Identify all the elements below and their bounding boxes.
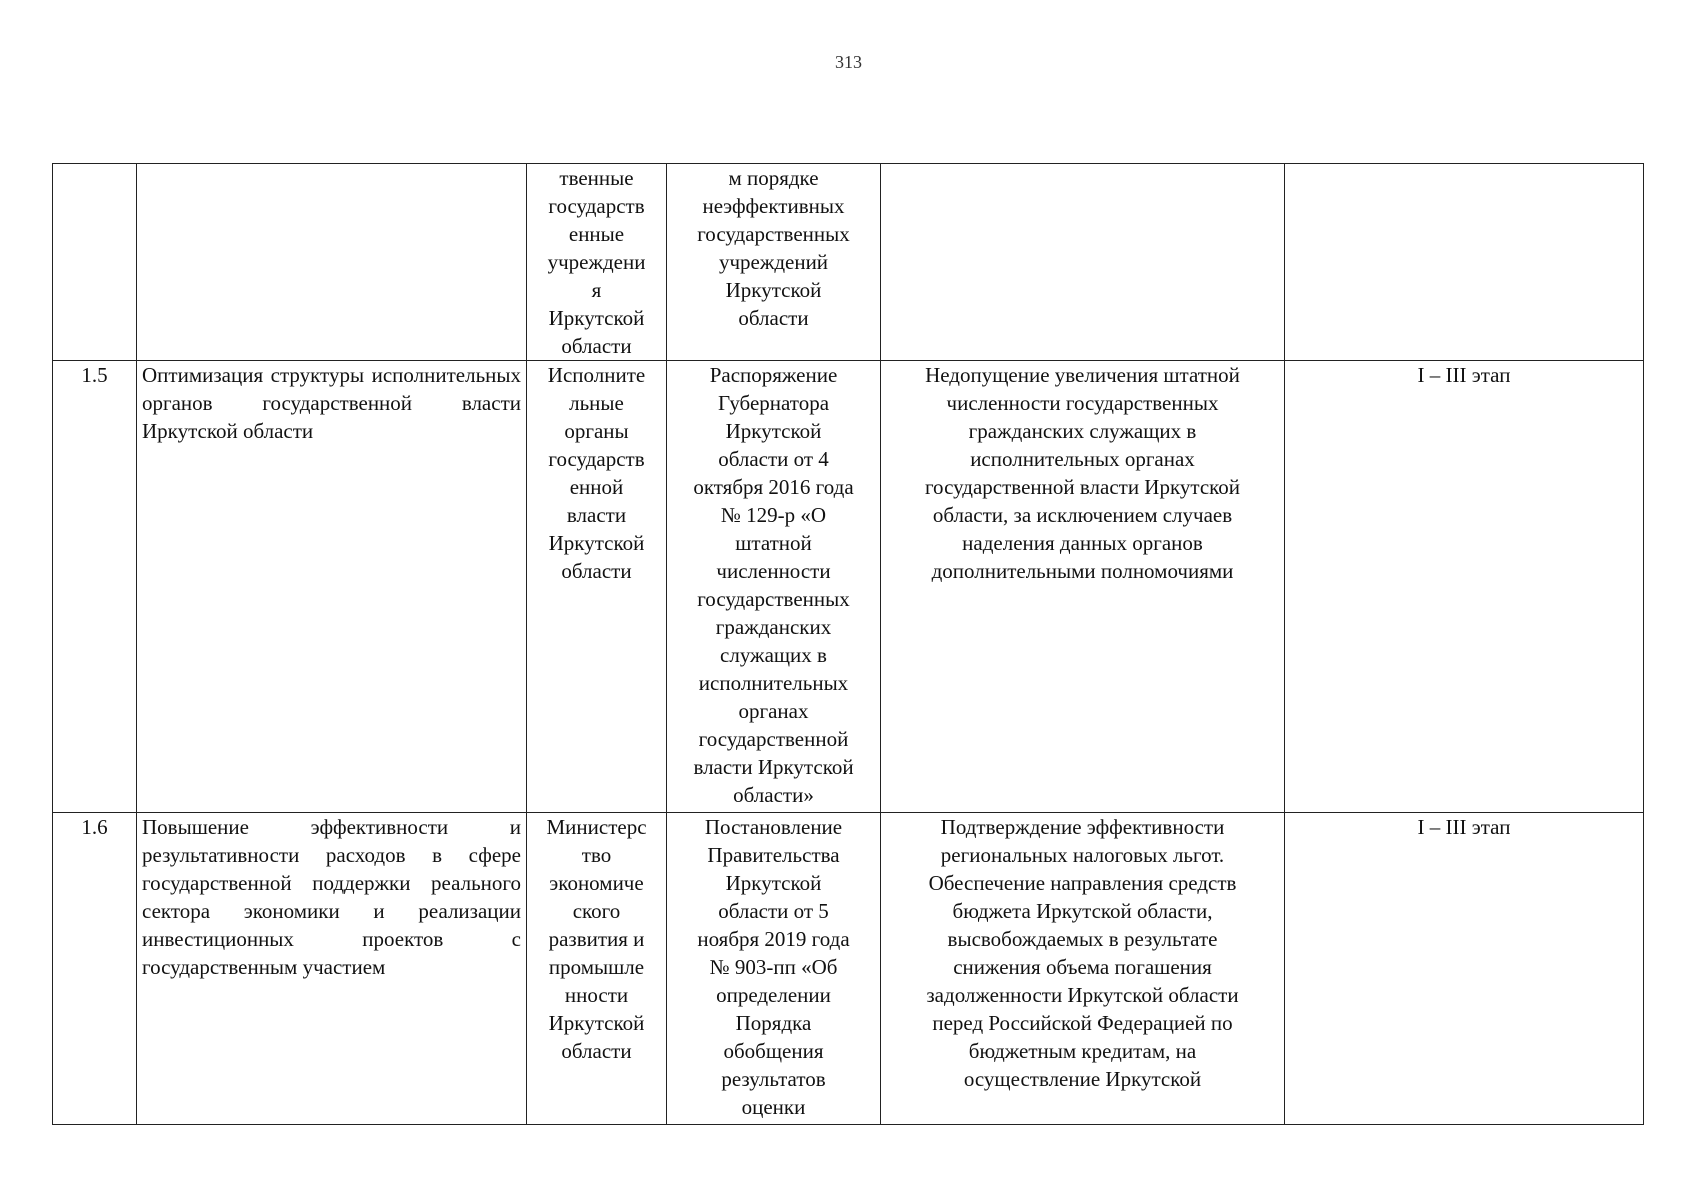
executor: Исполните льные органы государств енной власти Иркутской области	[547, 363, 646, 583]
executor-cell	[527, 361, 667, 813]
stage-cell	[1285, 164, 1644, 361]
stage: I – III этап	[1417, 815, 1511, 839]
stage-cell	[1285, 361, 1644, 813]
stage: I – III этап	[1417, 363, 1511, 387]
document-cell	[667, 813, 881, 1125]
measure-name: Оптимизация структуры исполнительных органов государственной власти Иркутской области	[142, 363, 521, 443]
row-number-cell	[53, 813, 137, 1125]
measure-name-cell	[137, 813, 527, 1125]
row-number-cell	[53, 164, 137, 361]
row-number-cell	[53, 361, 137, 813]
executor: Министерс тво экономиче ского развития и промышле нности Иркутской области	[546, 815, 647, 1063]
expected-result: Недопущение увеличения штатной численности государственных гражданских служащих в исполнительных органах государственной власти Иркутской области, за исключением случаев наделения данных органов дополнительными полномочиями	[924, 363, 1241, 583]
legal-document: Постановление Правительства Иркутской области от 5 ноября 2019 года № 903-пп «Об определении Порядка обобщения результатов оценки	[697, 815, 850, 1119]
table-row	[53, 361, 1644, 813]
measure-name-cell	[137, 361, 527, 813]
stage-cell	[1285, 813, 1644, 1125]
page-number: 313	[835, 52, 862, 72]
row-number: 1.6	[81, 815, 108, 839]
measure-name-cell	[137, 164, 527, 361]
measures-table	[52, 163, 1644, 1125]
expected-result: Подтверждение эффективности региональных налоговых льгот. Обеспечение направления средств бюджета Иркутской области, высвобождаемых в результате снижения объема погашения задолженности Иркутской области перед Российской Федерацией по бюджетным кредитам, на осуществление Иркутской	[926, 815, 1239, 1091]
legal-document: Распоряжение Губернатора Иркутской области от 4 октября 2016 года № 129-р «О штатной численности государственных гражданских служащих в исполнительных органах государственной власти Иркутской области»	[693, 363, 854, 807]
document-cell	[667, 361, 881, 813]
executor-cell	[527, 813, 667, 1125]
executor: твенные государств енные учреждени я Иркутской области	[547, 166, 646, 358]
document-cell	[667, 164, 881, 361]
result-cell	[881, 361, 1285, 813]
measure-name: Повышение эффективности и результативности расходов в сфере государственной поддержки реального сектора экономики и реализации инвестиционных проектов с государственным участием	[142, 815, 521, 979]
result-cell	[881, 813, 1285, 1125]
executor-cell	[527, 164, 667, 361]
legal-document: м порядке неэффективных государственных учреждений Иркутской области	[697, 166, 850, 330]
table-row	[53, 164, 1644, 361]
row-number: 1.5	[81, 363, 108, 387]
table-row	[53, 813, 1644, 1125]
result-cell	[881, 164, 1285, 361]
